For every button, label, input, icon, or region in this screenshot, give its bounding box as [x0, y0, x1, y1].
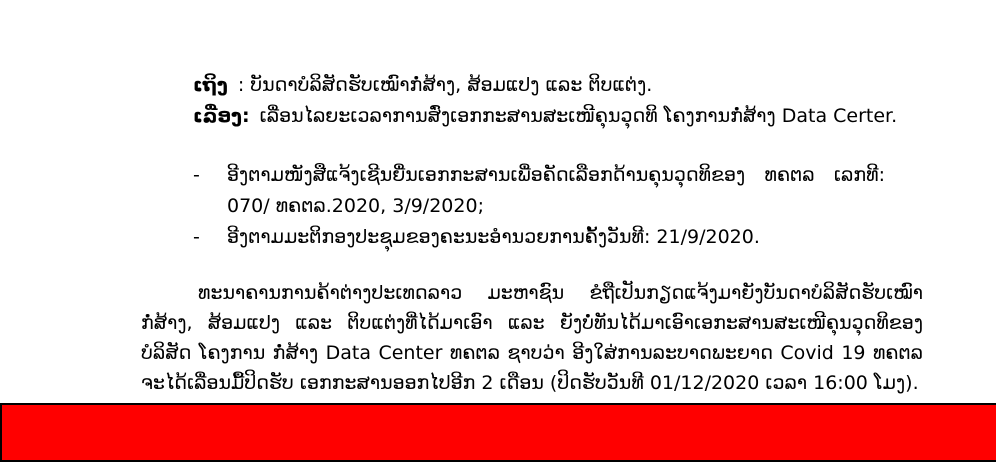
reference-text: ອີງຕາມໜັງສືແຈ້ງເຊີນຍື່ນເອກກະສານເພື່ອຄັດເລືອກດ້ານຄຸນວຸດທິຂອງ ທຄຕລ ເລກທີ: 070/ ທຄຕລ.2020, 3/9/2020;: [227, 164, 885, 217]
recipient-label: ເຖິງ: [193, 74, 228, 96]
recipient-separator: :: [237, 74, 245, 96]
subject-line: [193, 101, 913, 132]
recipient-line: [193, 70, 913, 101]
redacted-red-banner: [0, 403, 996, 462]
reference-item: [193, 160, 885, 222]
recipient-value: ບັນດາບໍລິສັດຮັບເໝົາກໍ່ສ້າງ, ສ້ອມແປງ ແລະ ຕິບແຕ່ງ.: [250, 74, 653, 96]
reference-list: [193, 160, 885, 253]
body-paragraph: ທະນາຄານການຄ້າຕ່າງປະເທດລາວ ມະຫາຊົນ ຂໍຖືເປັນກຽດແຈ້ງມາຍັງບັນດາບໍລິສັດຮັບເໝົາກໍ່ສ້າງ, ສ້ອມແປງ ແລະ ຕິບແຕ່ງທີ່ໄດ້ມາເອົາ ແລະ ຍັງບໍ່ທັນໄດ້ມາເອົາເອກະສານສະເໜີຄຸນວຸດທິຂອງບໍລິສັດ ໂຄງການ ກໍ່ສ້າງ Data Center ທຄຕລ ຊາບວ່າ ອີງໃສ່ການລະບາດພະຍາດ Covid 19 ທຄຕລ ຈະໄດ້ເລື່ອນມື້ປິດຮັບ ເອກກະສານອອກໄປອີກ 2 ເດືອນ (ປິດຮັບວັນທີ 01/12/2020 ເວລາ 16:00 ໂມງ).: [141, 282, 923, 394]
bullet-dash: -: [193, 164, 200, 186]
subject-value: ເລື່ອນໄລຍະເວລາການສົ່ງເອກກະສານສະເໜີຄຸນວຸດທິ ໂຄງການກໍ່ສ້າງ Data Certer.: [259, 105, 898, 127]
subject-label: ເລື່ອງ:: [193, 105, 250, 127]
reference-item: [193, 222, 885, 253]
letter-header: [193, 70, 913, 132]
reference-text: ອີງຕາມມະຕິກອງປະຊຸມຂອງຄະນະອຳນວຍການຄັ້ງວັນທີ: 21/9/2020.: [227, 226, 760, 248]
bullet-dash: -: [193, 226, 200, 248]
